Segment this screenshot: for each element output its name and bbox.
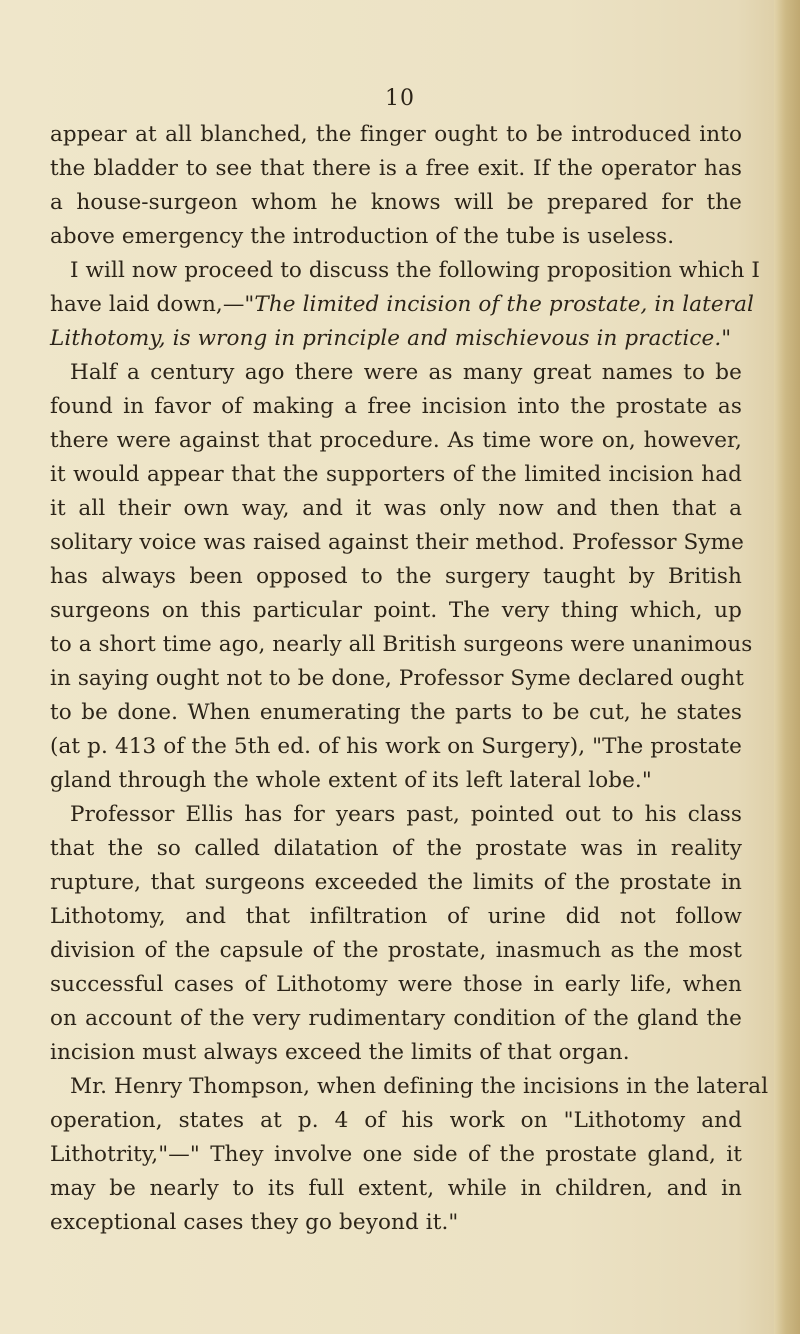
text-line — [50, 186, 742, 220]
text-line — [50, 424, 742, 458]
text-line — [50, 900, 742, 934]
text-line — [50, 798, 742, 832]
text-line — [50, 1104, 742, 1138]
text-segment: found in favor of making a free incision into the prostate as — [50, 394, 742, 419]
text-segment: (at p. 413 of the 5th ed. of his work on Surgery), "The prostate — [50, 734, 742, 759]
text-segment: a house-surgeon whom he knows will be prepared for the — [50, 190, 742, 215]
text-line — [50, 1002, 742, 1036]
text-line — [50, 492, 742, 526]
text-line — [50, 1036, 742, 1070]
text-line — [50, 594, 742, 628]
text-segment: Lithotomy, and that infiltration of urine did not follow — [50, 904, 742, 929]
text-segment: to a short time ago, nearly all British surgeons were unanimous — [50, 632, 753, 657]
text-line — [50, 356, 742, 390]
text-segment: rupture, that surgeons exceeded the limits of the prostate in — [50, 870, 742, 895]
text-line — [50, 832, 742, 866]
text-segment: successful cases of Lithotomy were those in early life, when — [50, 972, 742, 997]
page-number: 10 — [385, 86, 415, 111]
text-line — [50, 526, 742, 560]
text-line — [50, 730, 742, 764]
body-text — [50, 118, 769, 1240]
text-segment: to be done. When enumerating the parts to be cut, he states — [50, 700, 742, 725]
text-line — [50, 152, 742, 186]
text-line — [50, 1172, 742, 1206]
text-segment: on account of the very rudimentary condition of the gland the — [50, 1006, 742, 1031]
text-segment: Half a century ago there were as many great names to be — [70, 360, 742, 385]
text-line — [50, 968, 742, 1002]
text-segment: in saying ought not to be done, Professor Syme declared ought — [50, 666, 744, 691]
text-segment: there were against that procedure. As time wore on, however, — [50, 428, 742, 453]
text-segment: division of the capsule of the prostate, inasmuch as the most — [50, 938, 742, 963]
text-line — [50, 390, 742, 424]
text-segment: " — [721, 326, 732, 351]
text-line — [50, 866, 742, 900]
text-line — [50, 764, 742, 798]
text-segment: solitary voice was raised against their method. Professor Syme — [50, 530, 744, 555]
text-segment: Lithotrity,"—" They involve one side of the prostate gland, it — [50, 1142, 742, 1167]
text-line — [50, 254, 760, 288]
text-segment: has always been opposed to the surgery taught by British — [50, 564, 742, 589]
text-line — [50, 560, 742, 594]
text-line — [50, 458, 742, 492]
text-segment: appear at all blanched, the finger ought to be introduced into — [50, 122, 742, 147]
text-segment: Mr. Henry Thompson, when defining the incisions in the lateral — [70, 1074, 769, 1099]
text-line — [50, 1138, 742, 1172]
page-edge-shadow — [774, 0, 800, 1334]
text-line — [50, 934, 742, 968]
text-segment: above emergency the introduction of the tube is useless. — [50, 224, 675, 249]
text-line — [50, 1070, 769, 1104]
text-line — [50, 662, 742, 696]
text-segment: may be nearly to its full extent, while in children, and in — [50, 1176, 742, 1201]
text-line — [50, 628, 753, 662]
text-segment: it all their own way, and it was only now and then that a — [50, 496, 742, 521]
text-segment: the bladder to see that there is a free exit. If the operator has — [50, 156, 742, 181]
text-segment: exceptional cases they go beyond it." — [50, 1210, 459, 1235]
text-segment: surgeons on this particular point. The very thing which, up — [50, 598, 742, 623]
text-line — [50, 288, 754, 322]
text-line — [50, 322, 742, 356]
text-segment: gland through the whole extent of its left lateral lobe." — [50, 768, 652, 793]
text-segment: operation, states at p. 4 of his work on "Lithotomy and — [50, 1108, 742, 1133]
text-segment: I will now proceed to discuss the following proposition which I — [70, 258, 760, 283]
text-line — [50, 1206, 742, 1240]
text-line — [50, 118, 742, 152]
italic-text: The limited incision of the prostate, in lateral — [254, 292, 754, 317]
text-segment: Professor Ellis has for years past, pointed out to his class — [70, 802, 742, 827]
text-line — [50, 220, 742, 254]
italic-text: Lithotomy, is wrong in principle and mischievous in practice. — [50, 326, 722, 351]
text-segment: incision must always exceed the limits of that organ. — [50, 1040, 630, 1065]
text-line — [50, 696, 742, 730]
text-segment: have laid down,—" — [50, 292, 255, 317]
text-segment: it would appear that the supporters of the limited incision had — [50, 462, 742, 487]
text-segment: that the so called dilatation of the prostate was in reality — [50, 836, 742, 861]
